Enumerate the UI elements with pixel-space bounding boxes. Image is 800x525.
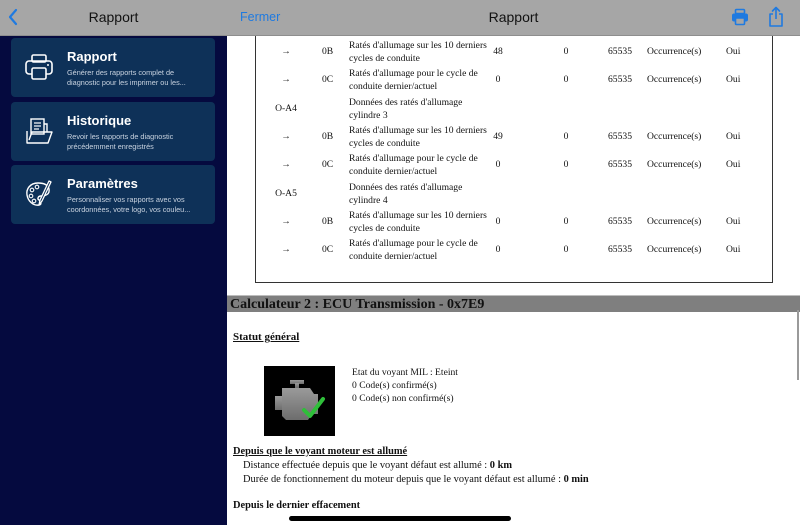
sidebar-nav-bar: [0, 0, 227, 36]
unconfirmed-codes: 0 Code(s) non confirmé(s): [352, 393, 454, 404]
description-line: cycles de conduite: [349, 222, 420, 234]
table-cell-code: 0C: [322, 244, 334, 256]
sidebar-item-description: [67, 195, 209, 215]
description-line: coordonnées, votre logo, vos couleu...: [67, 205, 191, 214]
sidebar-item-title: Rapport: [67, 49, 117, 64]
description-line: conduite dernier/actuel: [349, 166, 438, 178]
table-row: [256, 236, 774, 264]
table-cell-min: 0: [563, 159, 569, 171]
table-cell-unit: Occurrence(s): [647, 159, 702, 171]
table-row: [256, 208, 774, 236]
mil-state: Etat du voyant MIL : Eteint: [352, 367, 458, 378]
table-cell-unit: Occurrence(s): [647, 74, 702, 86]
table-cell-id: →: [281, 74, 291, 86]
table-cell-status: Oui: [726, 244, 741, 256]
description-line: Ratés d'allumage pour le cycle de: [349, 153, 478, 165]
table-row: [256, 38, 774, 66]
page-title: Rapport: [488, 9, 539, 25]
sidebar: [0, 0, 227, 525]
description-line: Ratés d'allumage pour le cycle de: [349, 238, 478, 250]
duration-label: Durée de fonctionnement du moteur depuis que le voyant défaut est allumé :: [243, 474, 564, 485]
table-cell-value: 0: [495, 215, 501, 227]
table-cell-id: O-A5: [275, 187, 297, 199]
table-row: [256, 66, 774, 94]
description-line: diagnostic pour les imprimer ou les...: [67, 78, 186, 87]
table-cell-description: [349, 67, 499, 93]
table-cell-id: →: [281, 244, 291, 256]
share-icon: [768, 6, 784, 28]
table-cell-status: Oui: [726, 74, 741, 86]
table-cell-code: 0B: [322, 46, 334, 57]
description-line: cylindre 4: [349, 194, 388, 206]
description-line: Générer des rapports complet de: [67, 68, 175, 77]
table-cell-description: [349, 237, 499, 263]
table-cell-description: [349, 209, 499, 235]
sidebar-title: Rapport: [88, 9, 139, 25]
report-document[interactable]: [227, 0, 800, 525]
sidebar-item-historique[interactable]: [11, 102, 215, 161]
table-cell-min: 0: [563, 74, 569, 86]
table-cell-status: Oui: [726, 159, 741, 171]
table-cell-id: →: [281, 46, 291, 57]
sidebar-item-rapport[interactable]: [11, 38, 215, 97]
description-line: Ratés d'allumage sur les 10 derniers: [349, 124, 487, 136]
table-cell-value: 0: [495, 244, 501, 256]
report-viewer: [227, 0, 800, 525]
main-nav-bar: [227, 0, 800, 36]
table-cell-id: →: [281, 215, 291, 227]
scrollbar[interactable]: [797, 310, 799, 380]
close-button[interactable]: Fermer: [240, 10, 281, 24]
description-line: cycles de conduite: [349, 53, 420, 64]
table-cell-id: →: [281, 130, 291, 142]
description-line: Données des ratés d'allumage: [349, 96, 463, 108]
description-line: Ratés d'allumage pour le cycle de: [349, 68, 478, 80]
sidebar-item-title: Historique: [67, 113, 132, 128]
table-cell-value: 0: [495, 159, 501, 171]
distance-label: Distance effectuée depuis que le voyant défaut est allumé :: [243, 460, 490, 471]
description-line: Personnaliser vos rapports avec vos: [67, 195, 185, 204]
sidebar-item-title: Paramètres: [67, 176, 138, 191]
table-cell-description: [349, 124, 499, 150]
description-line: cylindre 3: [349, 109, 388, 121]
distance-value: 0 km: [489, 460, 513, 471]
table-cell-code: 0B: [322, 215, 334, 227]
table-row: [256, 180, 774, 208]
table-cell-max: 65535: [608, 46, 632, 57]
table-cell-description: [349, 181, 499, 207]
table-cell-id: →: [281, 159, 291, 171]
table-cell-max: 65535: [608, 215, 632, 227]
statut-general-heading: Statut général: [233, 331, 300, 343]
description-line: précédemment enregistrés: [67, 142, 154, 151]
confirmed-codes: 0 Code(s) confirmé(s): [352, 380, 437, 391]
distance-since-mil-on: [243, 460, 512, 471]
status-summary: [352, 366, 458, 405]
table-cell-max: 65535: [608, 130, 632, 142]
table-cell-code: 0B: [322, 130, 334, 142]
share-button[interactable]: [768, 6, 784, 28]
table-cell-code: 0C: [322, 159, 334, 171]
table-cell-value: 49: [493, 130, 503, 142]
table-cell-max: 65535: [608, 244, 632, 256]
description-line: cycles de conduite: [349, 137, 420, 149]
table-cell-unit: Occurrence(s): [647, 215, 702, 227]
printer-icon: [24, 52, 54, 82]
home-indicator[interactable]: [289, 516, 511, 521]
table-cell-description: [349, 96, 499, 122]
table-cell-code: 0C: [322, 74, 334, 86]
description-line: Ratés d'allumage sur les 10 derniers: [349, 209, 487, 221]
description-line: conduite dernier/actuel: [349, 81, 438, 93]
print-button[interactable]: [731, 8, 749, 26]
table-cell-status: Oui: [726, 46, 741, 57]
table-cell-status: Oui: [726, 215, 741, 227]
table-cell-min: 0: [563, 244, 569, 256]
table-cell-value: 48: [493, 46, 503, 57]
description-line: conduite dernier/actuel: [349, 251, 438, 263]
printer-icon: [731, 8, 749, 26]
table-cell-min: 0: [563, 130, 569, 142]
engine-check-ok-icon: [264, 366, 335, 436]
table-cell-max: 65535: [608, 159, 632, 171]
palette-icon: [24, 179, 54, 209]
description-line: Revoir les rapports de diagnostic: [67, 132, 174, 141]
duration-since-mil-on: [243, 474, 589, 485]
table-cell-status: Oui: [726, 130, 741, 142]
table-cell-id: O-A4: [275, 102, 297, 114]
table-cell-description: [349, 39, 499, 65]
table-row: [256, 95, 774, 123]
since-last-clear-heading: Depuis le dernier effacement: [233, 500, 361, 511]
table-cell-unit: Occurrence(s): [647, 46, 702, 57]
misfire-table: [255, 10, 773, 283]
table-cell-value: 0: [495, 74, 501, 86]
sidebar-item-description: [67, 68, 209, 88]
table-cell-description: [349, 152, 499, 178]
description-line: Données des ratés d'allumage: [349, 181, 463, 193]
table-cell-max: 65535: [608, 74, 632, 86]
table-row: [256, 123, 774, 151]
sidebar-item-description: [67, 132, 209, 152]
ecu-section-header: Calculateur 2 : ECU Transmission - 0x7E9: [227, 295, 800, 312]
since-mil-on-heading: Depuis que le voyant moteur est allumé: [233, 446, 408, 457]
table-cell-min: 0: [563, 215, 569, 227]
table-cell-unit: Occurrence(s): [647, 130, 702, 142]
folder-documents-icon: [24, 116, 54, 146]
description-line: Ratés d'allumage sur les 10 derniers: [349, 40, 487, 51]
table-row: [256, 151, 774, 179]
table-cell-unit: Occurrence(s): [647, 244, 702, 256]
duration-value: 0 min: [563, 474, 589, 485]
table-cell-min: 0: [563, 46, 569, 57]
sidebar-item-parametres[interactable]: [11, 165, 215, 224]
